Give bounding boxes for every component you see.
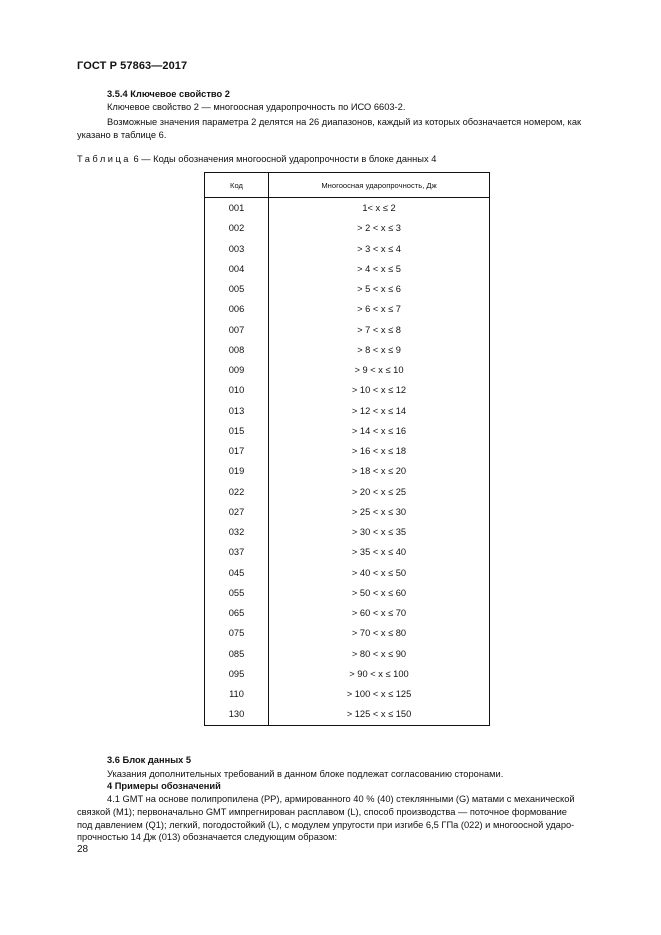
impact-range-cell: > 12 < x ≤ 14 (269, 401, 490, 421)
section-3-5-4-line-1: Ключевое свойство 2 — многоосная ударопрочность по ИСО 6603-2. (107, 102, 406, 112)
table-row (205, 340, 490, 360)
table-row (205, 401, 490, 421)
impact-range-cell: > 10 < x ≤ 12 (269, 380, 490, 400)
code-cell: 055 (205, 583, 269, 603)
code-cell: 110 (205, 684, 269, 704)
impact-range-cell: 1< x ≤ 2 (269, 198, 490, 219)
impact-range-cell: > 25 < x ≤ 30 (269, 502, 490, 522)
impact-range-cell: > 100 < x ≤ 125 (269, 684, 490, 704)
section-4-line-1: 4.1 GMT на основе полипропилена (PP), армированного 40 % (40) стеклянными (G) матами с механической (107, 794, 575, 804)
impact-range-cell: > 20 < x ≤ 25 (269, 482, 490, 502)
column-header-code: Код (205, 173, 269, 198)
impact-range-cell: > 9 < x ≤ 10 (269, 360, 490, 380)
table-body (205, 198, 490, 726)
table-6-caption (77, 154, 436, 164)
impact-range-cell: > 18 < x ≤ 20 (269, 461, 490, 481)
table-row (205, 664, 490, 684)
impact-range-cell: > 35 < x ≤ 40 (269, 542, 490, 562)
code-cell: 010 (205, 380, 269, 400)
section-4-line-4: прочностью 14 Дж (013) обозначается следующим образом: (77, 832, 338, 842)
table-row (205, 563, 490, 583)
table-row (205, 441, 490, 461)
table-header-row (205, 173, 490, 198)
impact-range-cell: > 6 < x ≤ 7 (269, 299, 490, 319)
table-row (205, 360, 490, 380)
table-row (205, 218, 490, 238)
table-row (205, 279, 490, 299)
impact-range-cell: > 2 < x ≤ 3 (269, 218, 490, 238)
table-row (205, 198, 490, 219)
impact-range-cell: > 3 < x ≤ 4 (269, 239, 490, 259)
table-row (205, 320, 490, 340)
page-number: 28 (77, 844, 89, 855)
impact-range-cell: > 60 < x ≤ 70 (269, 603, 490, 623)
section-4-heading: 4 Примеры обозначений (107, 781, 221, 791)
table-row (205, 299, 490, 319)
impact-range-cell: > 4 < x ≤ 5 (269, 259, 490, 279)
code-cell: 017 (205, 441, 269, 461)
section-3-6-line-1: Указания дополнительных требований в данном блоке подлежат согласованию сторонами. (107, 769, 504, 779)
code-cell: 005 (205, 279, 269, 299)
code-cell: 045 (205, 563, 269, 583)
table-row (205, 239, 490, 259)
code-cell: 022 (205, 482, 269, 502)
section-3-6-heading: 3.6 Блок данных 5 (107, 755, 192, 765)
impact-codes-table (204, 172, 490, 726)
table-row (205, 623, 490, 643)
impact-range-cell: > 50 < x ≤ 60 (269, 583, 490, 603)
impact-range-cell: > 5 < x ≤ 6 (269, 279, 490, 299)
code-cell: 095 (205, 664, 269, 684)
impact-range-cell: > 7 < x ≤ 8 (269, 320, 490, 340)
code-cell: 007 (205, 320, 269, 340)
table-row (205, 583, 490, 603)
code-cell: 002 (205, 218, 269, 238)
code-cell: 008 (205, 340, 269, 360)
section-3-5-4-line-2: Возможные значения параметра 2 делятся на 26 диапазонов, каждый из которых обозначается номером, как (107, 117, 582, 127)
table-row (205, 461, 490, 481)
impact-range-cell: > 30 < x ≤ 35 (269, 522, 490, 542)
code-cell: 027 (205, 502, 269, 522)
impact-range-cell: > 40 < x ≤ 50 (269, 563, 490, 583)
impact-range-cell: > 70 < x ≤ 80 (269, 623, 490, 643)
table-row (205, 542, 490, 562)
code-cell: 037 (205, 542, 269, 562)
section-3-5-4-line-3: указано в таблице 6. (77, 130, 167, 140)
table-row (205, 704, 490, 725)
code-cell: 001 (205, 198, 269, 219)
code-cell: 013 (205, 401, 269, 421)
table-row (205, 380, 490, 400)
impact-range-cell: > 8 < x ≤ 9 (269, 340, 490, 360)
code-cell: 032 (205, 522, 269, 542)
table-caption-label: Таблица (77, 154, 131, 164)
code-cell: 065 (205, 603, 269, 623)
table-row (205, 522, 490, 542)
table-row (205, 603, 490, 623)
code-cell: 130 (205, 704, 269, 725)
impact-range-cell: > 90 < x ≤ 100 (269, 664, 490, 684)
impact-range-cell: > 14 < x ≤ 16 (269, 421, 490, 441)
table-row (205, 421, 490, 441)
impact-range-cell: > 125 < x ≤ 150 (269, 704, 490, 725)
section-4-line-3: под давлением (Q1); легкий, погодостойкий (L), с модулем упругости при изгибе 6,5 ГПа (022) и многоосной ударо- (77, 820, 575, 830)
table-row (205, 259, 490, 279)
code-cell: 019 (205, 461, 269, 481)
code-cell: 015 (205, 421, 269, 441)
impact-range-cell: > 16 < x ≤ 18 (269, 441, 490, 461)
table-row (205, 482, 490, 502)
section-3-5-4-heading: 3.5.4 Ключевое свойство 2 (107, 89, 230, 99)
table-row (205, 502, 490, 522)
code-cell: 075 (205, 623, 269, 643)
code-cell: 009 (205, 360, 269, 380)
column-header-impact: Многоосная ударопрочность, Дж (269, 173, 490, 198)
table-row (205, 644, 490, 664)
code-cell: 003 (205, 239, 269, 259)
table-row (205, 684, 490, 704)
code-cell: 006 (205, 299, 269, 319)
code-cell: 085 (205, 644, 269, 664)
code-cell: 004 (205, 259, 269, 279)
impact-range-cell: > 80 < x ≤ 90 (269, 644, 490, 664)
document-header: ГОСТ Р 57863—2017 (77, 60, 188, 72)
section-4-line-2: связкой (M1); первоначально GMT импрегнирован расплавом (L), способ производства — поточное формование (77, 807, 567, 817)
table-caption-text: 6 — Коды обозначения многоосной ударопрочности в блоке данных 4 (133, 154, 437, 164)
